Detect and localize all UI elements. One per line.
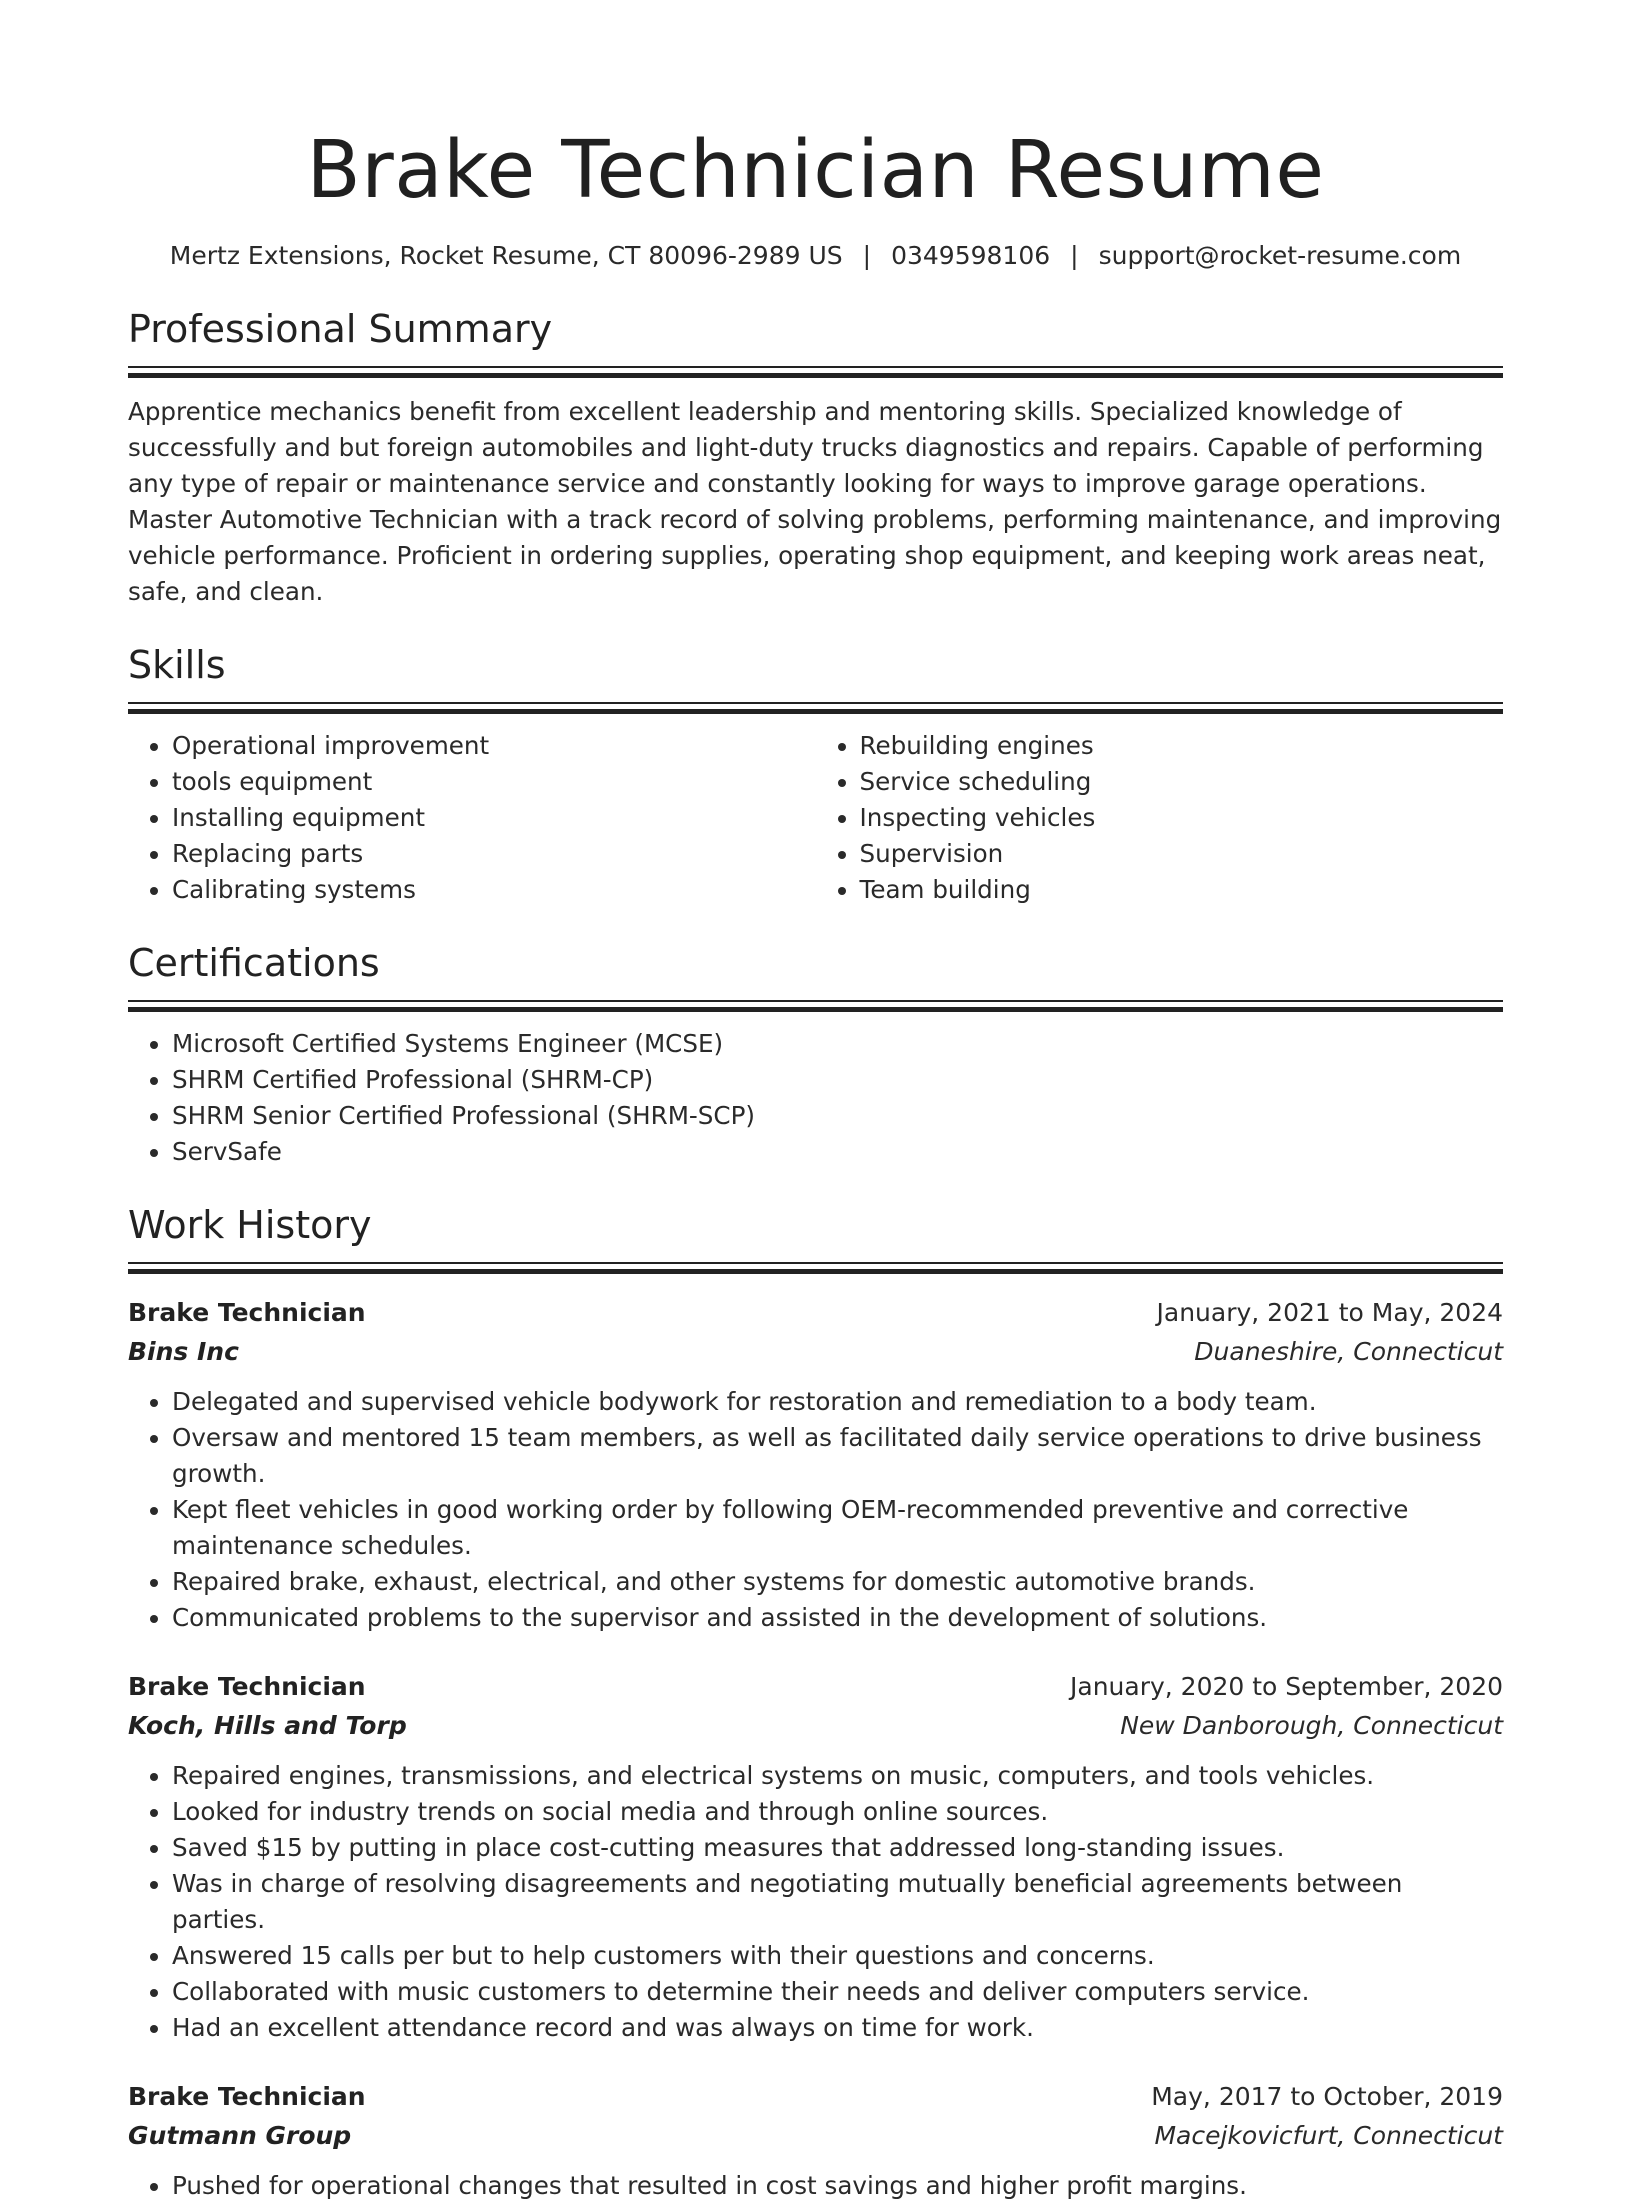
section-divider <box>128 366 1503 368</box>
skill-item: • Operational improvement <box>172 728 816 764</box>
job-bullet: • Kept fleet vehicles in good working order by following OEM-recommended preventive and corrective maintenance schedules. <box>172 1492 1503 1564</box>
certification-item: • Microsoft Certified Systems Engineer (MCSE) <box>172 1026 1503 1062</box>
section-divider-thick <box>128 373 1503 378</box>
job-title: Brake Technician <box>128 2082 366 2111</box>
job-bullet: • Had an excellent attendance record and was always on time for work. <box>172 2010 1503 2046</box>
job-bullet: • Was in charge of resolving disagreements and negotiating mutually beneficial agreements between parties. <box>172 1866 1503 1938</box>
section-divider-thick <box>128 1007 1503 1012</box>
job-bullet: • Repaired brake, exhaust, electrical, and other systems for domestic automotive brands. <box>172 1564 1503 1600</box>
job-location: Duaneshire, Connecticut <box>1194 1337 1503 1366</box>
skill-item: • Inspecting vehicles <box>860 800 1504 836</box>
job-subheader-row <box>128 1332 1503 1372</box>
summary-section <box>128 304 1503 610</box>
job-entry <box>128 1668 1503 2046</box>
job-bullet: • Answered 15 calls per but to help customers with their questions and concerns. <box>172 1938 1503 1974</box>
skills-list-right <box>816 728 1504 908</box>
skills-grid <box>128 714 1503 908</box>
skill-item: • Rebuilding engines <box>860 728 1504 764</box>
job-company: Koch, Hills and Torp <box>128 1711 407 1740</box>
contact-separator: | <box>1070 241 1079 270</box>
contact-email: support@rocket-resume.com <box>1098 241 1462 270</box>
certifications-list <box>128 1026 1503 1170</box>
job-bullet: • Repaired engines, transmissions, and electrical systems on music, computers, and tools vehicles. <box>172 1758 1503 1794</box>
job-entry <box>128 1294 1503 1636</box>
job-bullets <box>128 1758 1503 2046</box>
job-dates: May, 2017 to October, 2019 <box>1151 2082 1503 2111</box>
job-company: Bins Inc <box>128 1337 239 1366</box>
skills-list-left <box>128 728 816 908</box>
job-bullet: • Collaborated with music customers to determine their needs and deliver computers service. <box>172 1974 1503 2010</box>
job-header-row <box>128 1294 1503 1332</box>
job-company: Gutmann Group <box>128 2121 352 2150</box>
work-history-section <box>128 1200 1503 2204</box>
contact-line <box>128 238 1503 274</box>
job-bullets <box>128 2168 1503 2204</box>
certifications-section <box>128 938 1503 1170</box>
job-bullet: • Communicated problems to the supervisor and assisted in the development of solutions. <box>172 1600 1503 1636</box>
job-bullet: • Pushed for operational changes that resulted in cost savings and higher profit margins. <box>172 2168 1503 2204</box>
certification-item: • ServSafe <box>172 1134 1503 1170</box>
job-header-row <box>128 1668 1503 1706</box>
contact-address: Mertz Extensions, Rocket Resume, CT 80096-2989 US <box>169 241 843 270</box>
job-location: New Danborough, Connecticut <box>1120 1711 1503 1740</box>
skill-item: • Calibrating systems <box>172 872 816 908</box>
resume-title: Brake Technician Resume <box>306 124 1325 216</box>
section-divider <box>128 1262 1503 1264</box>
certification-item: • SHRM Certified Professional (SHRM-CP) <box>172 1062 1503 1098</box>
job-bullet: • Oversaw and mentored 15 team members, as well as facilitated daily service operations to drive business growth. <box>172 1420 1503 1492</box>
section-divider-thick <box>128 1269 1503 1274</box>
certifications-heading: Certifications <box>128 941 380 985</box>
job-subheader-row <box>128 2116 1503 2156</box>
skill-item: • tools equipment <box>172 764 816 800</box>
skills-section <box>128 640 1503 908</box>
job-header-row <box>128 2078 1503 2116</box>
job-entry <box>128 2078 1503 2204</box>
skill-item: • Supervision <box>860 836 1504 872</box>
section-divider <box>128 702 1503 704</box>
job-bullet: • Delegated and supervised vehicle bodywork for restoration and remediation to a body team. <box>172 1384 1503 1420</box>
skill-item: • Installing equipment <box>172 800 816 836</box>
job-dates: January, 2020 to September, 2020 <box>1070 1672 1503 1701</box>
job-bullets <box>128 1384 1503 1636</box>
job-subheader-row <box>128 1706 1503 1746</box>
contact-separator: | <box>862 241 872 270</box>
skills-heading: Skills <box>128 643 226 687</box>
skill-item: • Service scheduling <box>860 764 1504 800</box>
certification-item: • SHRM Senior Certified Professional (SHRM-SCP) <box>172 1098 1503 1134</box>
job-title: Brake Technician <box>128 1298 366 1327</box>
summary-text: Apprentice mechanics benefit from excellent leadership and mentoring skills. Specialized knowledge of successfully and but foreign automobiles and light-duty trucks diagnostics and repairs. Capable of performing any type of repair or maintenance service and constantly looking for ways to improve garage operations. Master Automotive Technician with a track record of solving problems, performing maintenance, and improving vehicle performance. Proficient in ordering supplies, operating shop equipment, and keeping work areas neat, safe, and clean. <box>128 397 1502 606</box>
skill-item: • Team building <box>860 872 1504 908</box>
section-divider <box>128 1000 1503 1002</box>
job-dates: January, 2021 to May, 2024 <box>1156 1298 1503 1327</box>
job-bullet: • Looked for industry trends on social media and through online sources. <box>172 1794 1503 1830</box>
skill-item: • Replacing parts <box>172 836 816 872</box>
job-title: Brake Technician <box>128 1672 366 1701</box>
contact-phone: 0349598106 <box>891 241 1051 270</box>
job-bullet: • Saved $15 by putting in place cost-cutting measures that addressed long-standing issues. <box>172 1830 1503 1866</box>
work-history-heading: Work History <box>128 1203 372 1247</box>
job-location: Macejkovicfurt, Connecticut <box>1154 2121 1503 2150</box>
summary-heading: Professional Summary <box>128 307 553 351</box>
